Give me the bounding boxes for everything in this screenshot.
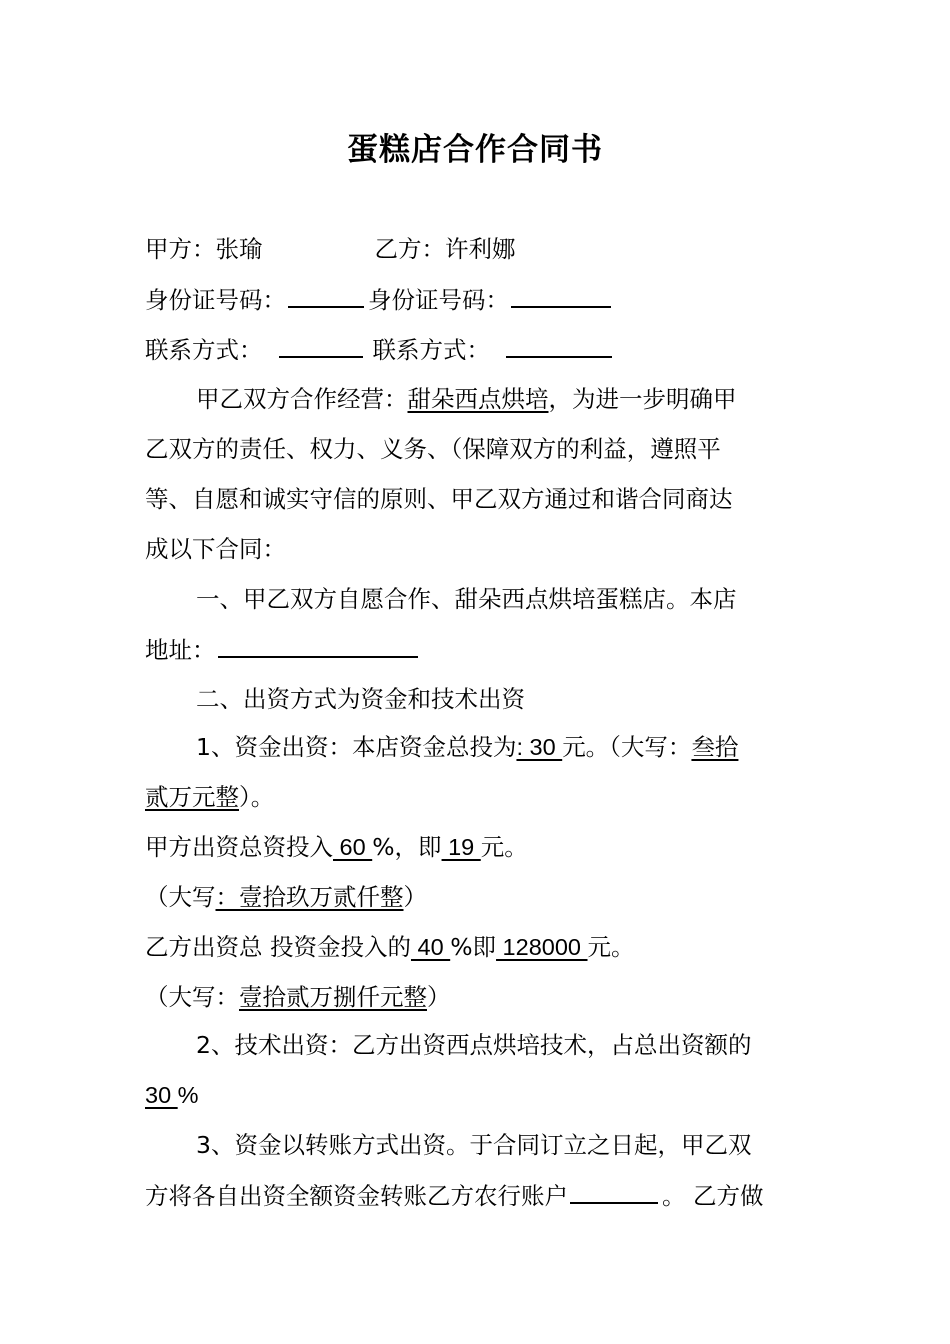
party-b-name: 许利娜	[445, 235, 516, 263]
clause-2-item-2-cont	[145, 1078, 199, 1112]
document-title: 蛋糕店合作合同书	[347, 132, 603, 168]
party-a-caps	[145, 880, 427, 914]
address-label: 地址：	[145, 636, 216, 664]
party-b-amount-caps: 壹拾贰万捌仟元整	[239, 983, 427, 1011]
caps-text: ）	[427, 983, 451, 1011]
parties-names-row	[145, 232, 516, 266]
total-investment-amount: : 30	[516, 734, 563, 760]
party-a-amount-caps: ：壹拾玖万贰仟整	[215, 883, 404, 911]
clause-2-item-1-cont	[145, 780, 274, 814]
bank-account-blank	[570, 1178, 658, 1204]
clause-2-item-3: 3、资金以转账方式出资。于合同订立之日起，甲乙双	[196, 1131, 752, 1159]
party-b-label: 乙方：	[374, 235, 445, 263]
intro-line-4: 成以下合同：	[145, 535, 286, 563]
item-3-text: 。 乙方做	[662, 1182, 764, 1210]
clause-2-item-2	[196, 1028, 751, 1062]
contact-a-blank	[279, 332, 363, 358]
percent-sign: %	[177, 1082, 199, 1108]
party-a-percent: 60	[333, 834, 373, 860]
technology-percent: 30	[145, 1082, 178, 1108]
id-number-a-blank	[288, 282, 364, 308]
contact-row	[145, 332, 616, 367]
clause-2-heading: 二、出资方式为资金和技术出资	[196, 685, 525, 713]
total-investment-caps-a: 叁拾	[691, 733, 739, 761]
party-b-amount: 128000	[496, 934, 588, 960]
intro-line-1	[196, 382, 737, 416]
contribution-text: %即	[450, 933, 497, 961]
party-b-percent: 40	[410, 934, 451, 960]
business-name: 甜朵西点烘培	[407, 385, 549, 413]
clause-2-item-1	[196, 730, 738, 764]
contact-b-blank	[506, 332, 612, 358]
contribution-text: 甲方出资总资投入	[145, 833, 333, 861]
caps-text: ）	[403, 883, 427, 911]
party-b-contribution	[145, 930, 635, 964]
clause-1-line-2	[145, 632, 422, 667]
party-a-label: 甲方：	[145, 235, 216, 263]
item-2-text: 2、技术出资：乙方出资西点烘培技术，占总出资额的	[196, 1031, 752, 1059]
id-number-b-blank	[511, 282, 611, 308]
party-a-contribution	[145, 830, 528, 864]
id-number-row	[145, 282, 615, 317]
address-blank	[218, 632, 418, 658]
contribution-text: 乙方出资总 投资金投入的	[145, 933, 411, 961]
contribution-text: 元。	[587, 933, 635, 961]
item-1-text: 1、资金出资：本店资金总投为	[196, 733, 517, 761]
total-investment-caps-b: 贰万元整	[145, 783, 239, 811]
id-label-a: 身份证号码：	[145, 286, 286, 314]
party-a-name: 张瑜	[215, 235, 263, 263]
party-a-amount: 19	[441, 834, 481, 860]
item-3-text: 方将各自出资全额资金转账乙方农行账户	[145, 1182, 568, 1210]
intro-text: 甲乙双方合作经营：	[196, 385, 408, 413]
item-1-text: 元。（大写：	[562, 733, 692, 761]
contribution-text: %，即	[372, 833, 442, 861]
intro-line-3: 等、自愿和诚实守信的原则、甲乙双方通过和谐合同商达	[145, 485, 733, 513]
intro-text: ，为进一步明确甲	[548, 385, 737, 413]
caps-text: （大写：	[145, 983, 239, 1011]
id-label-b: 身份证号码：	[368, 286, 509, 314]
item-1-text: ）。	[239, 783, 275, 811]
clause-1-line-1: 一、甲乙双方自愿合作、甜朵西点烘培蛋糕店。本店	[196, 585, 737, 613]
contribution-text: 元。	[480, 833, 528, 861]
contact-label-b: 联系方式：	[372, 336, 490, 364]
intro-line-2: 乙双方的责任、权力、义务、（保障双方的利益，遵照平	[145, 435, 721, 463]
contact-label-a: 联系方式：	[145, 336, 263, 364]
party-b-caps	[145, 980, 451, 1014]
clause-2-item-3-cont	[145, 1178, 763, 1213]
caps-text: （大写	[145, 883, 216, 911]
